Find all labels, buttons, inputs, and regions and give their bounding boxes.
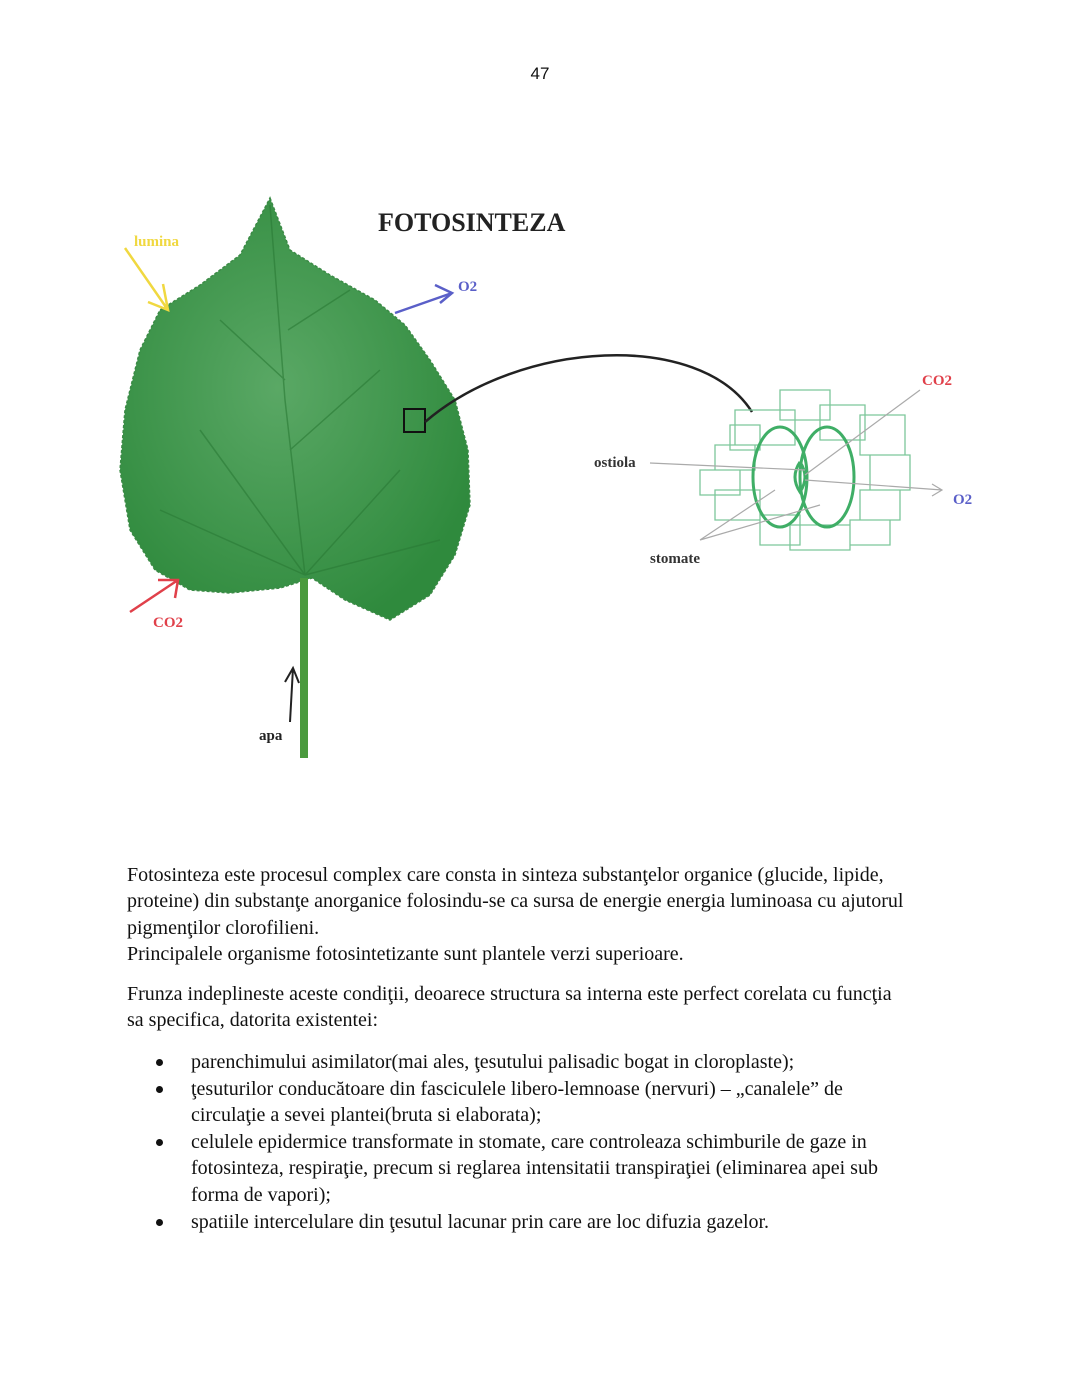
photosynthesis-diagram [0, 180, 1080, 780]
label-apa: apa [259, 728, 283, 744]
list-item [127, 1209, 987, 1236]
water-arrow-icon [285, 668, 299, 722]
diagram-title: FOTOSINTEZA [378, 208, 566, 237]
text-line: pigmenţilor clorofilieni. [127, 916, 320, 939]
bullet-icon [156, 1059, 163, 1066]
label-o2-leaf: O2 [458, 279, 478, 295]
text-line: Fotosinteza este procesul complex care consta in sinteza substanţelor organice (glucide, lipide, [127, 864, 884, 886]
text-line: spatiile intercelulare din ţesutul lacunar prin care are loc difuzia gazelor. [191, 1210, 770, 1233]
o2-arrow-icon [395, 285, 452, 313]
connector-curve [425, 355, 752, 422]
label-lumina: lumina [134, 234, 180, 250]
list-item [127, 1076, 987, 1129]
text-line: proteine) din substanţe anorganice folosindu-se ca sursa de energie energia luminoasa cu ajutorul [127, 890, 904, 913]
label-o2-stoma: O2 [953, 492, 973, 508]
bullet-icon [156, 1219, 163, 1226]
text-line: fotosinteza, respiraţie, precum si reglarea intensitatii transpiraţiei (eliminarea apei sub [191, 1157, 878, 1180]
stoma-guard-cells [753, 427, 854, 527]
paragraph-leaf [127, 981, 987, 1034]
list-item [127, 1049, 987, 1076]
label-ostiola: ostiola [594, 455, 636, 471]
text-line: circulaţie a sevei plantei(bruta si elaborata); [191, 1104, 542, 1127]
bullet-icon [156, 1086, 163, 1093]
label-stomate: stomate [650, 551, 700, 567]
bullet-icon [156, 1139, 163, 1146]
leaf-stem [300, 578, 308, 758]
list-item [127, 1129, 987, 1209]
text-line: celulele epidermice transformate in stomate, care controleaza schimburile de gaze in [191, 1130, 867, 1153]
paragraph-definition [127, 862, 987, 967]
text-line: Frunza indeplineste aceste condiţii, deoarece structura sa interna este perfect corelata cu funcţia [127, 983, 892, 1005]
light-arrow-icon [125, 248, 168, 310]
page-number: 47 [530, 64, 550, 83]
text-line: parenchimului asimilator(mai ales, ţesutului palisadic bogat in cloroplaste); [191, 1051, 795, 1073]
bullet-list [127, 1049, 987, 1235]
label-co2-stoma: CO2 [922, 373, 952, 389]
co2-arrow-icon [130, 580, 178, 612]
text-line: forma de vapori); [191, 1183, 331, 1206]
text-line: sa specifica, datorita existentei: [127, 1009, 379, 1032]
label-co2-leaf: CO2 [153, 615, 183, 631]
text-line: ţesuturilor conducătoare din fasciculele libero-lemnoase (nervuri) – „canalele” de [191, 1077, 843, 1100]
text-line: Principalele organisme fotosintetizante sunt plantele verzi superioare. [127, 942, 684, 965]
